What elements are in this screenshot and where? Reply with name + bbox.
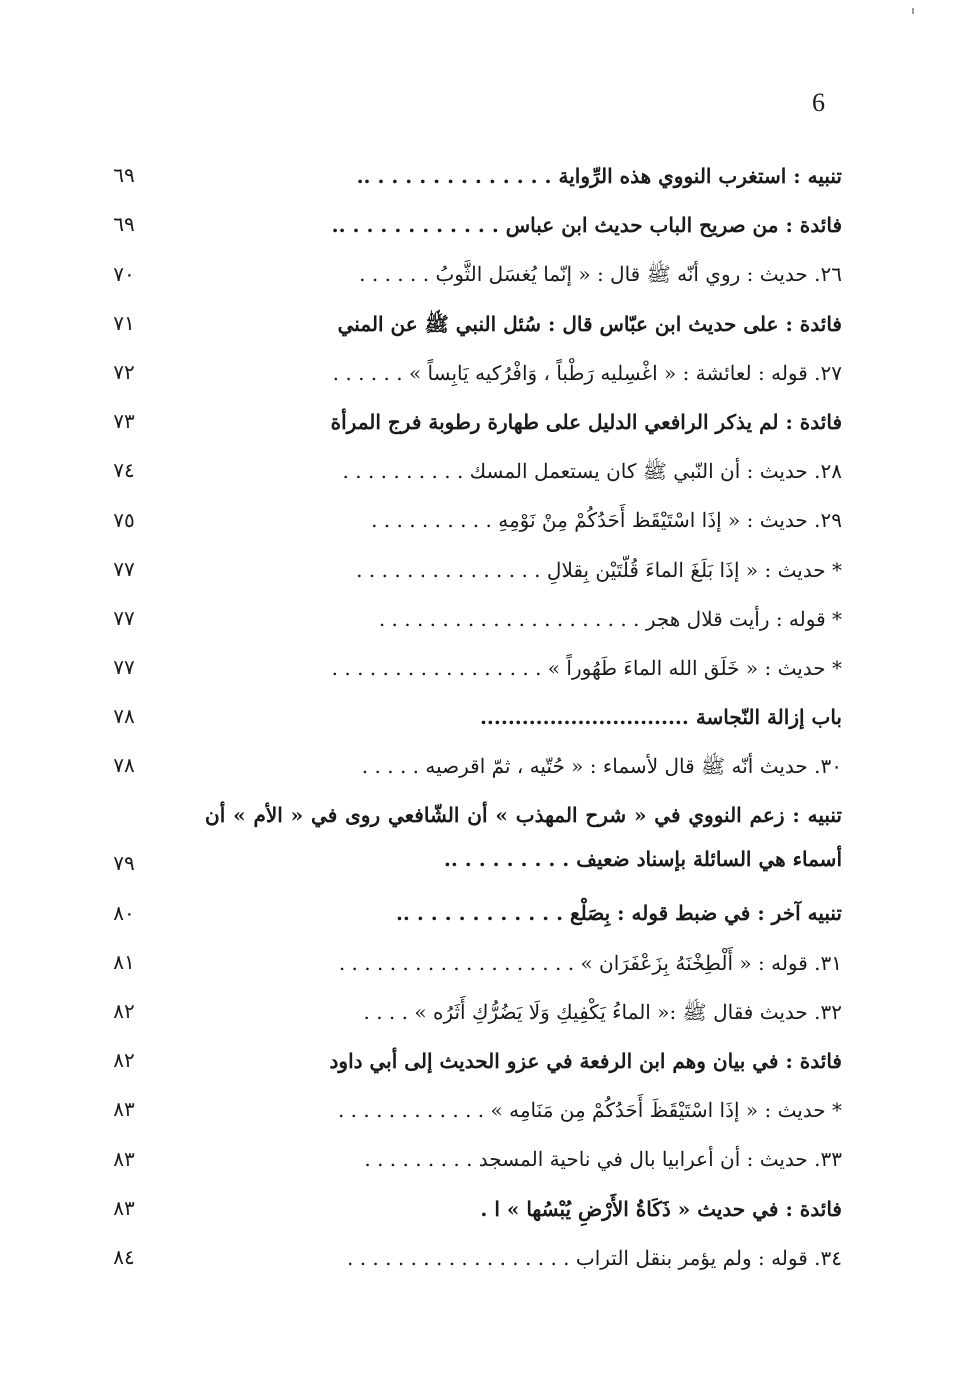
toc-entry [205, 1236, 842, 1280]
toc-row [0, 642, 959, 691]
toc-leader-dots: . . . . . . . . . . [371, 508, 492, 533]
toc-entry-text: تنبيه آخر : في ضبط قوله : بِصَلْع [570, 901, 842, 926]
toc-entry-text: ٢٧. قوله : لعائشة : « اغْسِليه رَطْباً ، وَافْرُكيه يَابِساً » [408, 360, 842, 385]
toc-leader-dots: . . . . . . . . . . . . . . . . . . . [338, 950, 575, 975]
toc-leader-dots: . . . . . . . . . . . . . . . . . . . . . [378, 606, 640, 631]
toc-page-number: ٧٨ [113, 753, 135, 778]
toc-leader-dots: . . . . . . . . . . . . . . . . . . [347, 1245, 570, 1270]
corner-mark [912, 8, 914, 14]
toc-row [0, 544, 959, 593]
toc-page-number: ٧٨ [113, 704, 135, 729]
toc-entry-text: ٣٠. حديث أنّه ﷺ قال لأسماء : « حُتّيه ، ثمّ اقرصيه [425, 754, 842, 779]
toc-entry-text: فائدة : من صريح الباب حديث ابن عباس [505, 213, 842, 238]
toc-row [0, 1035, 959, 1084]
toc-entry-text: ٢٨. حديث : أن النّبي ﷺ كان يستعمل المسك [469, 459, 842, 484]
toc-entry [205, 1088, 842, 1132]
toc-page-number: ٨٣ [113, 1195, 135, 1220]
toc-page-number: ٨٠ [113, 900, 135, 925]
toc-row [0, 298, 959, 347]
toc-row [0, 1133, 959, 1182]
toc-entry [205, 400, 842, 444]
toc-leader-dots: . . . . . . . . . . . .. [331, 213, 499, 238]
toc-entry-text: ٣٣. حديث : أن أعرابيا بال في ناحية المسجد [478, 1147, 842, 1172]
toc-leader-dots: . . . . . . [359, 262, 430, 287]
toc-leader-dots: . . . . . . [332, 360, 403, 385]
toc-page-number: ٧١ [113, 310, 135, 335]
toc-page-number: ٨٢ [113, 1048, 135, 1073]
toc-entry [205, 498, 842, 542]
toc-row [0, 937, 959, 986]
toc-leader-dots: . . . . . [361, 754, 420, 779]
toc-row [0, 740, 959, 789]
page-number: 6 [812, 88, 825, 117]
toc-page-number: ٨٢ [113, 999, 135, 1023]
toc-page-number: ٧٠ [113, 261, 135, 286]
toc-leader-dots: . . . . . . . . . . . . . .. [356, 164, 552, 188]
toc-entry [205, 891, 842, 935]
toc-leader-dots: . . . . . . . . . . [342, 459, 464, 484]
toc-leader-dots: . . . . . . . . . . . . [337, 1098, 485, 1123]
toc-entry [205, 793, 842, 881]
toc-entry [205, 154, 842, 198]
toc-entry [205, 597, 842, 641]
toc-page-number: ٧٩ [113, 851, 135, 876]
toc-page-number: ٧٥ [113, 507, 135, 532]
toc-entry-text: ٣٢. حديث فقال ﷺ :« الماءُ يَكْفِيكِ وَلَا يَضُرُّكِ أَثَرُه » [414, 999, 842, 1024]
toc-entry-text: ٢٩. حديث : « إذَا اسْتَيْقَظ أَحَدُكُمْ مِنْ نَوْمِهِ [498, 508, 842, 533]
toc-page-number: ٨٣ [113, 1146, 135, 1171]
toc-leader-dots: .............................. [479, 705, 689, 730]
toc-leader-dots: . . . . . . . . .. [443, 847, 570, 872]
toc-page-number: ٧٣ [113, 409, 135, 434]
toc-entry-text: * حديث : « خَلَق الله الماءَ طَهُوراً » [547, 655, 842, 680]
toc-page-number: ٧٢ [113, 359, 135, 384]
toc-page-number: ٦٩ [113, 212, 135, 237]
toc-row [0, 986, 959, 1035]
toc-entry [205, 695, 842, 739]
toc-row [0, 789, 959, 887]
toc-entry-text: تنبيه : استغرب النووي هذه الرِّواية [558, 164, 842, 188]
toc-entry-text: فائدة : في حديث « ذَكَاةُ الأَرْضِ يُبْسُها » ا . [480, 1196, 842, 1221]
toc-entry [205, 1137, 842, 1181]
table-of-contents [0, 150, 959, 1300]
toc-entry [205, 941, 842, 985]
toc-entry [205, 1187, 842, 1231]
toc-leader-dots: . . . . . . . . . . . . . . . . . [331, 655, 542, 680]
toc-row [0, 593, 959, 642]
toc-entry [205, 1039, 842, 1083]
toc-entry [205, 351, 842, 395]
toc-page-number: ٨١ [113, 949, 135, 974]
toc-leader-dots: . . . . [363, 999, 409, 1024]
toc-leader-dots: . . . . . . . . . . . . . . . [356, 557, 541, 582]
toc-row [0, 150, 959, 199]
toc-row [0, 1232, 959, 1281]
toc-entry [205, 990, 842, 1034]
toc-entry [205, 302, 842, 346]
toc-row [0, 248, 959, 297]
toc-page-number: ٨٤ [113, 1244, 135, 1269]
toc-entry [205, 744, 842, 788]
toc-entry-text: فائدة : على حديث ابن عبّاس قال : سُئل النبي ﷺ عن المني [337, 311, 842, 336]
toc-leader-dots: . . . . . . . . . [364, 1147, 473, 1172]
toc-entry [205, 449, 842, 493]
toc-row [0, 494, 959, 543]
toc-page-number: ٧٧ [113, 655, 135, 680]
toc-row [0, 199, 959, 248]
toc-row [0, 691, 959, 740]
toc-row [0, 396, 959, 445]
toc-entry-text: * حديث : « إذَا اسْتَيْقَظَ أَحَدُكُمْ مِن مَنَامِه » [490, 1098, 842, 1123]
toc-leader-dots: . . . . . . . . . . . .. [395, 901, 564, 926]
toc-entry-text: باب إزالة النّجاسة [695, 705, 842, 730]
toc-entry-text: * قوله : رأيت قلال هجر [645, 606, 842, 631]
toc-page-number: ٧٧ [113, 556, 135, 581]
toc-page-number: ٧٤ [113, 458, 135, 483]
toc-entry [205, 203, 842, 247]
toc-entry-text: ٢٦. حديث : روي أنّه ﷺ قال : « إنّما يُغسَل الثَّوبُ [435, 262, 842, 287]
toc-entry-text: تنبيه : زعم النووي في « شرح المهذب » أن الشّافعي روى في « الأم » أن أسماء هي السائلة بإسناد ضعيف [205, 803, 842, 872]
toc-row [0, 347, 959, 396]
toc-row [0, 887, 959, 936]
toc-entry-text: ٣١. قوله : « أَلْطِخْنَهُ بِزَعْفَرَان » [580, 950, 842, 975]
toc-page-number: ٦٩ [113, 163, 135, 188]
toc-row [0, 1183, 959, 1232]
toc-entry [205, 252, 842, 296]
toc-page-number: ٧٧ [113, 605, 135, 630]
toc-entry-text: فائدة : لم يذكر الرافعي الدليل على طهارة رطوبة فرج المرأة [330, 409, 842, 434]
toc-entry-text: * حديث : « إذَا بَلَغَ الماءَ قُلّتَيْن بِقلالِ [546, 557, 842, 582]
toc-entry [205, 646, 842, 690]
toc-page-number: ٨٣ [113, 1097, 135, 1122]
toc-row [0, 445, 959, 494]
toc-entry [205, 548, 842, 592]
toc-row [0, 1084, 959, 1133]
toc-entry-text: فائدة : في بيان وهم ابن الرفعة في عزو الحديث إلى أبي داود [329, 1049, 842, 1073]
toc-entry-text: ٣٤. قوله : ولم يؤمر بنقل التراب [575, 1245, 842, 1270]
